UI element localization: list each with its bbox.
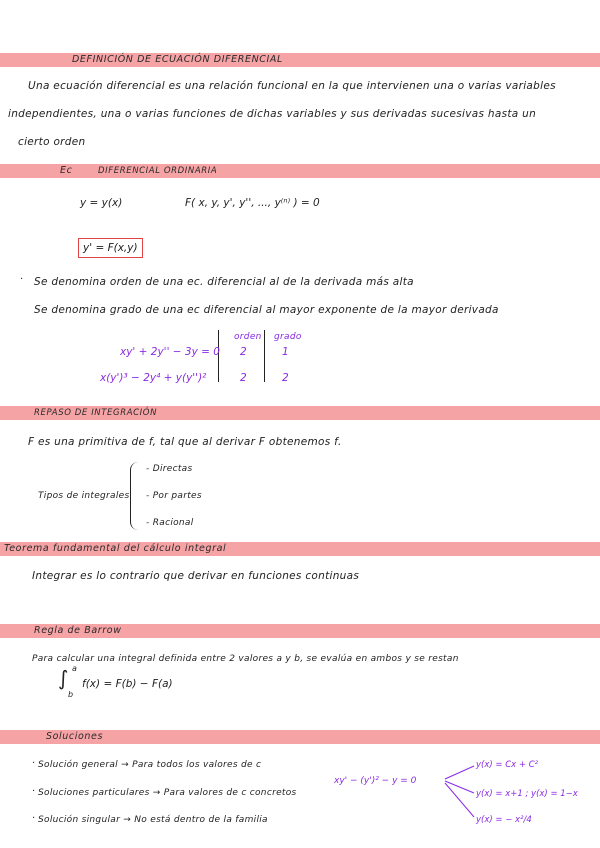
tipos-integrales-label: Tipos de integrales bbox=[38, 491, 130, 501]
bullet-dot: · bbox=[20, 274, 24, 285]
bullet-dot: · bbox=[32, 813, 36, 824]
note-orden: Se denomina orden de una ec. diferencial al de la derivada más alta bbox=[34, 276, 414, 288]
teorema-line-1: Integrar es lo contrario que derivar en funciones continuas bbox=[32, 570, 360, 582]
heading-soluciones: Soluciones bbox=[46, 731, 103, 742]
example-eq-1: xy' + 2y'' − 3y = 0 bbox=[120, 346, 220, 358]
example-2-orden: 2 bbox=[240, 372, 247, 384]
arrow-to-singular bbox=[445, 783, 474, 817]
soluciones-particulares: Soluciones particulares → Para valores de c concretos bbox=[38, 788, 297, 798]
col-header-orden: orden bbox=[234, 332, 262, 342]
bullet-dot: · bbox=[32, 758, 36, 769]
heading-repaso: REPASO DE INTEGRACIÓN bbox=[34, 408, 158, 418]
example-2-grado: 2 bbox=[282, 372, 289, 384]
heading-barrow: Regla de Barrow bbox=[34, 625, 122, 636]
heading-teorema: Teorema fundamental del cálculo integral bbox=[4, 543, 227, 554]
heading-ec: Ec bbox=[60, 165, 73, 176]
integral-lower-limit: b bbox=[68, 690, 74, 699]
barrow-formula: f(x) = F(b) − F(a) bbox=[82, 678, 173, 690]
solucion-particular-expr: y(x) = x+1 ; y(x) = 1−x bbox=[476, 789, 578, 799]
def-line-3: cierto orden bbox=[18, 136, 86, 148]
tipo-integral-2: - Por partes bbox=[146, 491, 202, 501]
solucion-singular: Solución singular → No está dentro de la familia bbox=[38, 815, 268, 825]
solucion-general-expr: y(x) = Cx + C² bbox=[476, 760, 539, 770]
bullet-dot: · bbox=[32, 786, 36, 797]
note-grado: Se denomina grado de una ec diferencial al mayor exponente de la mayor derivada bbox=[34, 304, 499, 316]
col-header-grado: grado bbox=[274, 332, 302, 342]
solucion-singular-expr: y(x) = − x²/4 bbox=[476, 815, 532, 825]
tipo-integral-3: - Racional bbox=[146, 518, 194, 528]
example-eq-2: x(y')³ − 2y⁴ + y(y'')² bbox=[100, 372, 207, 384]
heading-definicion: DEFINICIÓN DE ECUACIÓN DIFERENCIAL bbox=[72, 54, 283, 65]
def-line-1: Una ecuación diferencial es una relación funcional en la que intervienen una o varias variables bbox=[28, 80, 556, 92]
repaso-line-1: F es una primitiva de f, tal que al derivar F obtenemos f. bbox=[28, 436, 342, 448]
def-line-2: independientes, una o varias funciones de dichas variables y sus derivadas sucesivas hasta un bbox=[8, 108, 537, 120]
heading-ec-ordinaria: DIFERENCIAL ORDINARIA bbox=[98, 166, 218, 176]
example-1-orden: 2 bbox=[240, 346, 247, 358]
tipo-integral-1: - Directas bbox=[146, 464, 193, 474]
barrow-line-1: Para calcular una integral definida entre 2 valores a y b, se evalúa en ambos y se restan bbox=[32, 654, 459, 664]
integral-upper-limit: a bbox=[72, 664, 77, 673]
solucion-general: Solución general → Para todos los valores de c bbox=[38, 760, 262, 770]
soluciones-equation: xy' − (y')² − y = 0 bbox=[334, 776, 417, 786]
example-1-grado: 1 bbox=[282, 346, 289, 358]
arrow-to-particular bbox=[445, 781, 474, 793]
eq-y-of-x: y = y(x) bbox=[80, 197, 123, 209]
eq-general-form: F( x, y, y', y'', ..., y⁽ⁿ⁾ ) = 0 bbox=[185, 197, 320, 209]
arrow-to-general bbox=[445, 766, 474, 779]
integral-sign: ∫ bbox=[58, 666, 69, 690]
eq-explicit-form-boxed: y' = F(x,y) bbox=[78, 238, 143, 258]
